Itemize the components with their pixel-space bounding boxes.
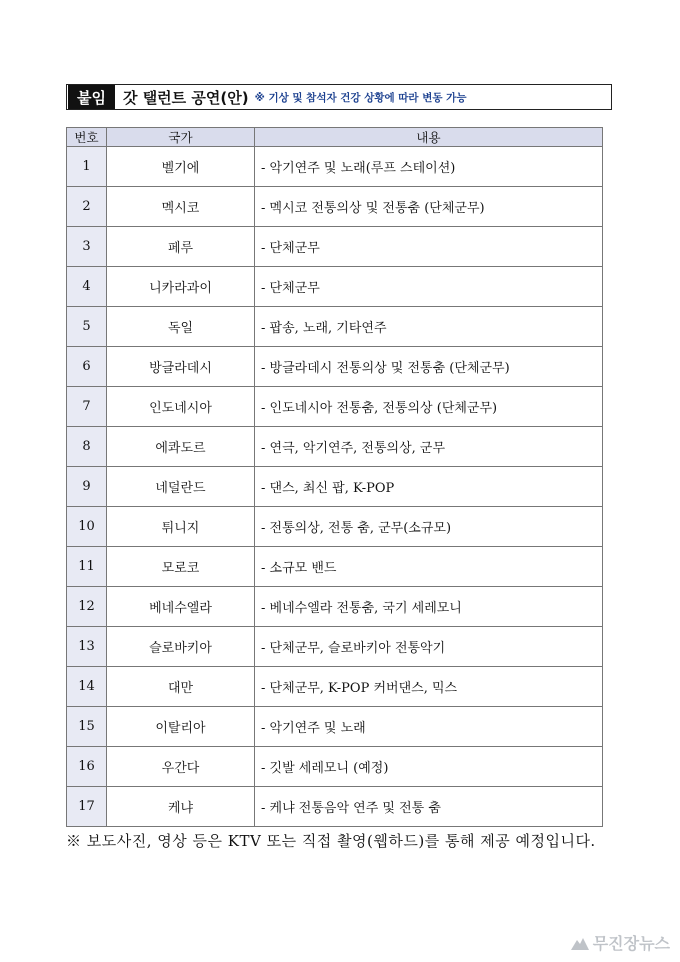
row-number: 13 [67,627,107,667]
table-row [67,467,603,507]
watermark [571,931,670,954]
row-number: 4 [67,267,107,307]
table-row [67,667,603,707]
row-content: - 소규모 밴드 [255,547,603,587]
table-row [67,307,603,347]
attachment-header [66,84,612,110]
row-content: - 악기연주 및 노래 [255,707,603,747]
row-content: - 전통의상, 전통 춤, 군무(소규모) [255,507,603,547]
row-country: 인도네시아 [107,387,255,427]
row-content: - 깃발 세레모니 (예정) [255,747,603,787]
row-country: 페루 [107,227,255,267]
row-content: - 연극, 악기연주, 전통의상, 군무 [255,427,603,467]
table-row [67,187,603,227]
row-content: - 케냐 전통음악 연주 및 전통 춤 [255,787,603,827]
row-country: 벨기에 [107,147,255,187]
row-country: 우간다 [107,747,255,787]
row-content: - 베네수엘라 전통춤, 국기 세레모니 [255,587,603,627]
row-number: 2 [67,187,107,227]
row-number: 6 [67,347,107,387]
table-row [67,507,603,547]
header-note: ※ 기상 및 참석자 건강 상황에 따라 변동 가능 [254,91,467,104]
page-title: 갓 탤런트 공연(안) [122,88,249,107]
row-number: 7 [67,387,107,427]
row-country: 베네수엘라 [107,587,255,627]
column-header-content: 내용 [255,128,603,147]
table-body [67,147,603,827]
mountain-logo-icon [571,936,589,950]
row-number: 9 [67,467,107,507]
table-row [67,707,603,747]
row-content: - 단체군무, K-POP 커버댄스, 믹스 [255,667,603,707]
table-row [67,267,603,307]
table-row [67,387,603,427]
footnote: ※ 보도사진, 영상 등은 KTV 또는 직접 촬영(웹하드)를 통해 제공 예정입니다. [66,832,596,850]
watermark-text: 무진장뉴스 [592,934,670,953]
performance-table [66,127,603,827]
row-country: 멕시코 [107,187,255,227]
row-country: 니카라과이 [107,267,255,307]
row-number: 10 [67,507,107,547]
row-content: - 인도네시아 전통춤, 전통의상 (단체군무) [255,387,603,427]
row-country: 이탈리아 [107,707,255,747]
row-number: 11 [67,547,107,587]
row-country: 방글라데시 [107,347,255,387]
table-row [67,347,603,387]
row-country: 튀니지 [107,507,255,547]
row-number: 17 [67,787,107,827]
row-country: 독일 [107,307,255,347]
row-number: 14 [67,667,107,707]
row-content: - 멕시코 전통의상 및 전통춤 (단체군무) [255,187,603,227]
row-content: - 악기연주 및 노래(루프 스테이션) [255,147,603,187]
table-header-row [67,128,603,147]
row-content: - 단체군무, 슬로바키아 전통악기 [255,627,603,667]
table-row [67,547,603,587]
table-row [67,147,603,187]
table-row [67,587,603,627]
attachment-label: 붙임 [68,85,115,109]
row-country: 에콰도르 [107,427,255,467]
row-content: - 댄스, 최신 팝, K-POP [255,467,603,507]
row-content: - 단체군무 [255,267,603,307]
row-country: 슬로바키아 [107,627,255,667]
row-country: 모로코 [107,547,255,587]
row-country: 대만 [107,667,255,707]
row-number: 16 [67,747,107,787]
row-number: 8 [67,427,107,467]
row-country: 네덜란드 [107,467,255,507]
column-header-number: 번호 [67,128,107,147]
table-row [67,747,603,787]
row-content: - 팝송, 노래, 기타연주 [255,307,603,347]
row-content: - 방글라데시 전통의상 및 전통춤 (단체군무) [255,347,603,387]
row-number: 12 [67,587,107,627]
row-content: - 단체군무 [255,227,603,267]
table-row [67,787,603,827]
table-row [67,627,603,667]
row-number: 15 [67,707,107,747]
row-country: 케냐 [107,787,255,827]
table-row [67,227,603,267]
table-row [67,427,603,467]
row-number: 1 [67,147,107,187]
row-number: 5 [67,307,107,347]
row-number: 3 [67,227,107,267]
column-header-country: 국가 [107,128,255,147]
